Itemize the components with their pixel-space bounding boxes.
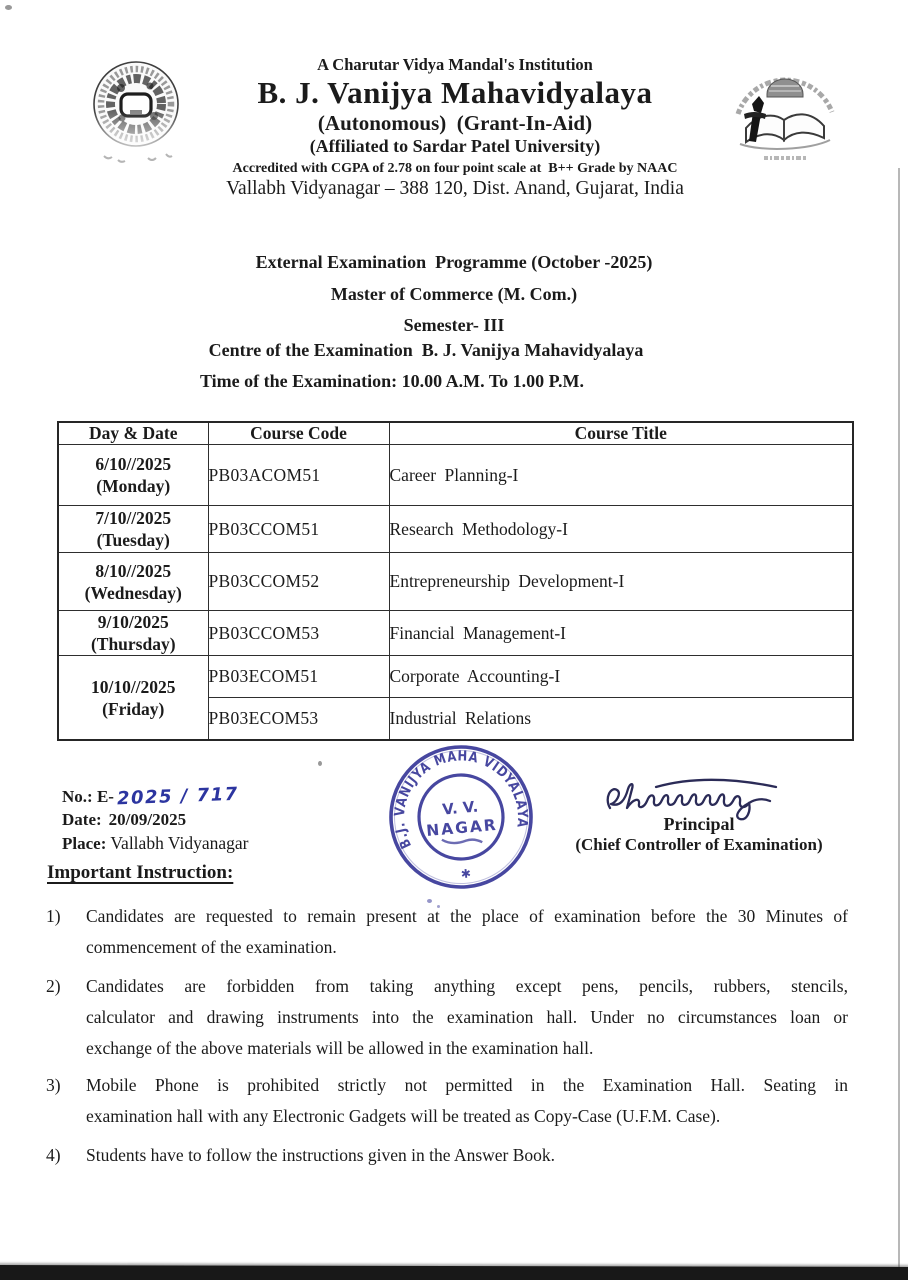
letterhead — [193, 55, 717, 200]
table-row — [58, 553, 853, 611]
stamp-star: ✱ — [460, 866, 472, 882]
instruction-item — [46, 971, 848, 1064]
scan-right-edge — [898, 168, 900, 1280]
scan-speck — [318, 761, 322, 766]
instruction-item — [46, 1070, 848, 1132]
ref-number-label: No.: E- — [62, 787, 114, 806]
college-round-stamp — [386, 742, 536, 892]
cvm-institution-seal — [88, 58, 184, 170]
table-row — [58, 506, 853, 553]
exam-date: 10/10//2025 — [90, 676, 176, 697]
instruction-line: exchange of the above materials will be allowed in the examination hall. — [86, 1038, 594, 1058]
col-header-course-code: Course Code — [208, 422, 389, 445]
exam-day: (Wednesday) — [84, 582, 182, 603]
place-line — [62, 833, 248, 854]
instruction-line: Mobile Phone is prohibited strictly not permitted in the Examination Hall. Seating in — [86, 1075, 848, 1095]
date-cell — [58, 553, 208, 611]
instructions-list — [46, 901, 848, 1171]
exam-date: 6/10//2025 — [95, 454, 172, 474]
course-code-cell: PB03CCOM51 — [208, 506, 389, 553]
exam-centre-line: Centre of the Examination B. J. Vanijya Mahavidyalaya — [208, 340, 644, 360]
institution-line: A Charutar Vidya Mandal's Institution — [317, 55, 593, 74]
instructions-heading: Important Instruction: — [47, 862, 234, 883]
instruction-line: Candidates are requested to remain present at the place of examination before the 30 Minutes of — [86, 906, 848, 926]
principal-designation: (Chief Controller of Examination) — [575, 835, 823, 854]
instruction-number: 3) — [46, 1075, 61, 1095]
course-title-cell: Entrepreneurship Development-I — [389, 553, 853, 611]
place-label: Place: — [62, 834, 107, 853]
scan-speck — [437, 905, 440, 908]
programme-course: Master of Commerce (M. Com.) — [330, 284, 578, 304]
col-header-day-date: Day & Date — [58, 422, 208, 445]
instruction-item — [46, 901, 848, 963]
status-line: (Autonomous) (Grant-In-Aid) — [317, 111, 593, 135]
instruction-line: calculator and drawing instruments into the examination hall. Under no circumstances loan or — [86, 1007, 848, 1027]
instruction-number: 4) — [46, 1145, 61, 1165]
programme-semester: Semester- III — [403, 315, 505, 335]
instruction-number: 2) — [46, 976, 61, 996]
principal-title: Principal — [663, 814, 735, 834]
exam-day: (Friday) — [102, 698, 165, 719]
course-title-cell: Research Methodology-I — [389, 506, 853, 553]
programme-title: External Examination Programme (October -2025) — [255, 252, 653, 272]
instruction-line: Students have to follow the instructions given in the Answer Book. — [86, 1145, 556, 1165]
exam-day: (Tuesday) — [96, 530, 170, 550]
exam-time-line: Time of the Examination: 10.00 A.M. To 1.00 P.M. — [199, 371, 585, 391]
date-cell — [58, 656, 208, 741]
scan-speck — [5, 5, 12, 10]
sardar-patel-university-emblem — [722, 48, 848, 166]
college-name: B. J. Vanijya Mahavidyalaya — [257, 75, 653, 110]
affiliation-line: (Affiliated to Sardar Patel University) — [309, 136, 601, 156]
exam-date: 8/10//2025 — [95, 560, 172, 581]
exam-date: 7/10//2025 — [95, 508, 172, 528]
course-title-cell: Industrial Relations — [389, 698, 853, 741]
exam-date: 9/10/2025 — [97, 612, 169, 632]
scan-speck — [427, 899, 432, 903]
table-row — [58, 445, 853, 506]
exam-schedule-table — [57, 421, 854, 741]
instruction-number: 1) — [46, 906, 61, 926]
date-label: Date: — [62, 810, 102, 829]
date-value: 20/09/2025 — [108, 810, 187, 829]
table-row — [58, 611, 853, 656]
ref-number-line — [62, 783, 240, 810]
date-cell — [58, 506, 208, 553]
course-code-cell: PB03CCOM53 — [208, 611, 389, 656]
ref-number-handwritten: 2025 / 717 — [116, 783, 240, 810]
instruction-line: examination hall with any Electronic Gadgets will be treated as Copy-Case (U.F.M. Case). — [86, 1106, 721, 1126]
instruction-line: commencement of the examination. — [86, 937, 337, 957]
scan-bottom-bar — [0, 1265, 908, 1280]
col-header-course-title: Course Title — [389, 422, 853, 445]
issue-date-line — [62, 810, 186, 830]
date-cell — [58, 611, 208, 656]
address-line: Vallabh Vidyanagar – 388 120, Dist. Anand, Gujarat, India — [226, 178, 684, 199]
date-cell — [58, 445, 208, 506]
exam-day: (Monday) — [96, 476, 171, 496]
course-code-cell: PB03ECOM51 — [208, 656, 389, 698]
instruction-line: Candidates are forbidden from taking anything except pens, pencils, rubbers, stencils, — [86, 976, 848, 996]
table-row — [58, 656, 853, 698]
course-code-cell: PB03ECOM53 — [208, 698, 389, 741]
course-title-cell: Corporate Accounting-I — [389, 656, 853, 698]
stamp-arc-text: B.J. VANIJYA MAHA VIDYALAYA — [391, 748, 531, 851]
instruction-item — [46, 1140, 848, 1171]
course-code-cell: PB03CCOM52 — [208, 553, 389, 611]
course-title-cell: Career Planning-I — [389, 445, 853, 506]
course-title-cell: Financial Management-I — [389, 611, 853, 656]
exam-day: (Thursday) — [90, 634, 176, 654]
table-header-row — [58, 422, 853, 445]
course-code-cell: PB03ACOM51 — [208, 445, 389, 506]
stamp-center-line2: NAGAR — [425, 815, 499, 841]
place-value: Vallabh Vidyanagar — [110, 833, 249, 853]
stamp-center-line1: V. V. — [441, 797, 479, 819]
accreditation-line: Accredited with CGPA of 2.78 on four point scale at B++ Grade by NAAC — [232, 161, 678, 176]
